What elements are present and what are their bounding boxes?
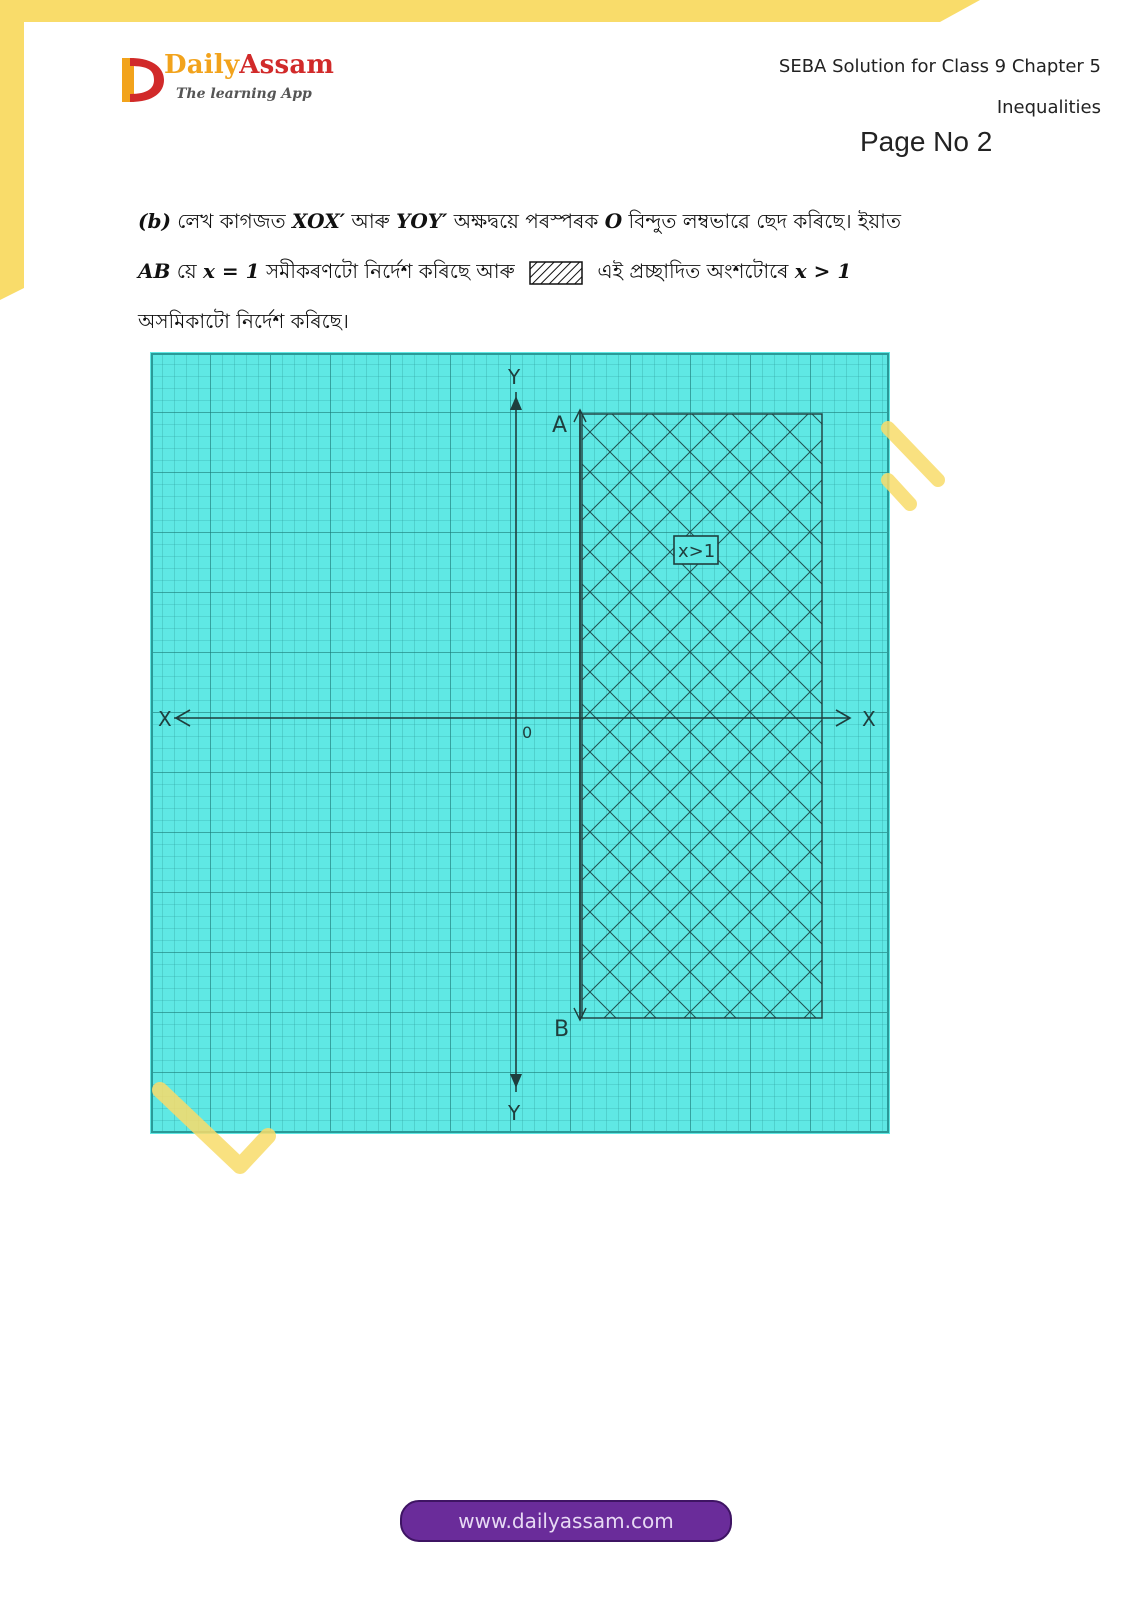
logo-d-icon (120, 54, 164, 106)
text-fragment: অক্ষদ্বয়ে পৰস্পৰক (453, 209, 599, 233)
chapter-subtitle: Inequalities (996, 97, 1101, 118)
left-yellow-band (0, 0, 24, 310)
brand-logo (120, 52, 350, 112)
text-fragment: য়ে (176, 259, 197, 283)
math-origin: O (604, 209, 623, 233)
label-origin: 0 (522, 723, 533, 742)
text-fragment: সমীকৰণটো নিৰ্দেশ কৰিছে আৰু (265, 259, 515, 283)
top-yellow-band (0, 0, 980, 22)
label-point-b: B (554, 1017, 570, 1042)
question-line-3: অসমিকাটো নিৰ্দেশ কৰিছে। (138, 309, 349, 333)
text-fragment: লেখ কাগজত (177, 209, 286, 233)
brand-tagline: The learning App (176, 86, 312, 102)
math-yoy: YOY′ (396, 209, 448, 233)
question-label: (b) (138, 209, 171, 233)
label-x-left: X (158, 707, 172, 731)
label-y-top: Y (508, 365, 521, 389)
chapter-title: SEBA Solution for Class 9 Chapter 5 (778, 56, 1101, 77)
question-text (138, 196, 1038, 346)
question-line-1 (138, 196, 1038, 246)
brand-name (164, 50, 334, 80)
math-ab: AB (138, 259, 171, 283)
math-xox: XOX′ (291, 209, 345, 233)
brand-name-part1: Daily (164, 50, 240, 80)
watermark-chevron-icon (880, 420, 950, 530)
text-fragment: এই প্ৰচ্ছাদিত অংশটোৰে (597, 259, 789, 283)
label-y-bottom: Y (508, 1101, 521, 1125)
page-number: Page No 2 (860, 126, 993, 157)
text-fragment: বিন্দুত লম্বভাৱে ছেদ কৰিছে। ইয়াত (628, 209, 901, 233)
label-x-right: X (862, 707, 876, 731)
shaded-region (582, 414, 822, 1018)
math-equation: x = 1 (203, 259, 260, 283)
graph-paper-figure (150, 352, 890, 1134)
brand-name-part2: Assam (239, 50, 335, 80)
hatched-legend-icon (529, 261, 583, 285)
region-label: x>1 (678, 541, 716, 562)
watermark-check-icon (150, 1080, 280, 1180)
chapter-header (779, 56, 1101, 118)
footer-url[interactable]: www.dailyassam.com (400, 1500, 732, 1542)
math-inequality: x > 1 (794, 259, 852, 283)
question-line-2 (138, 246, 1038, 296)
label-point-a: A (552, 413, 568, 438)
text-fragment: আৰু (351, 209, 390, 233)
